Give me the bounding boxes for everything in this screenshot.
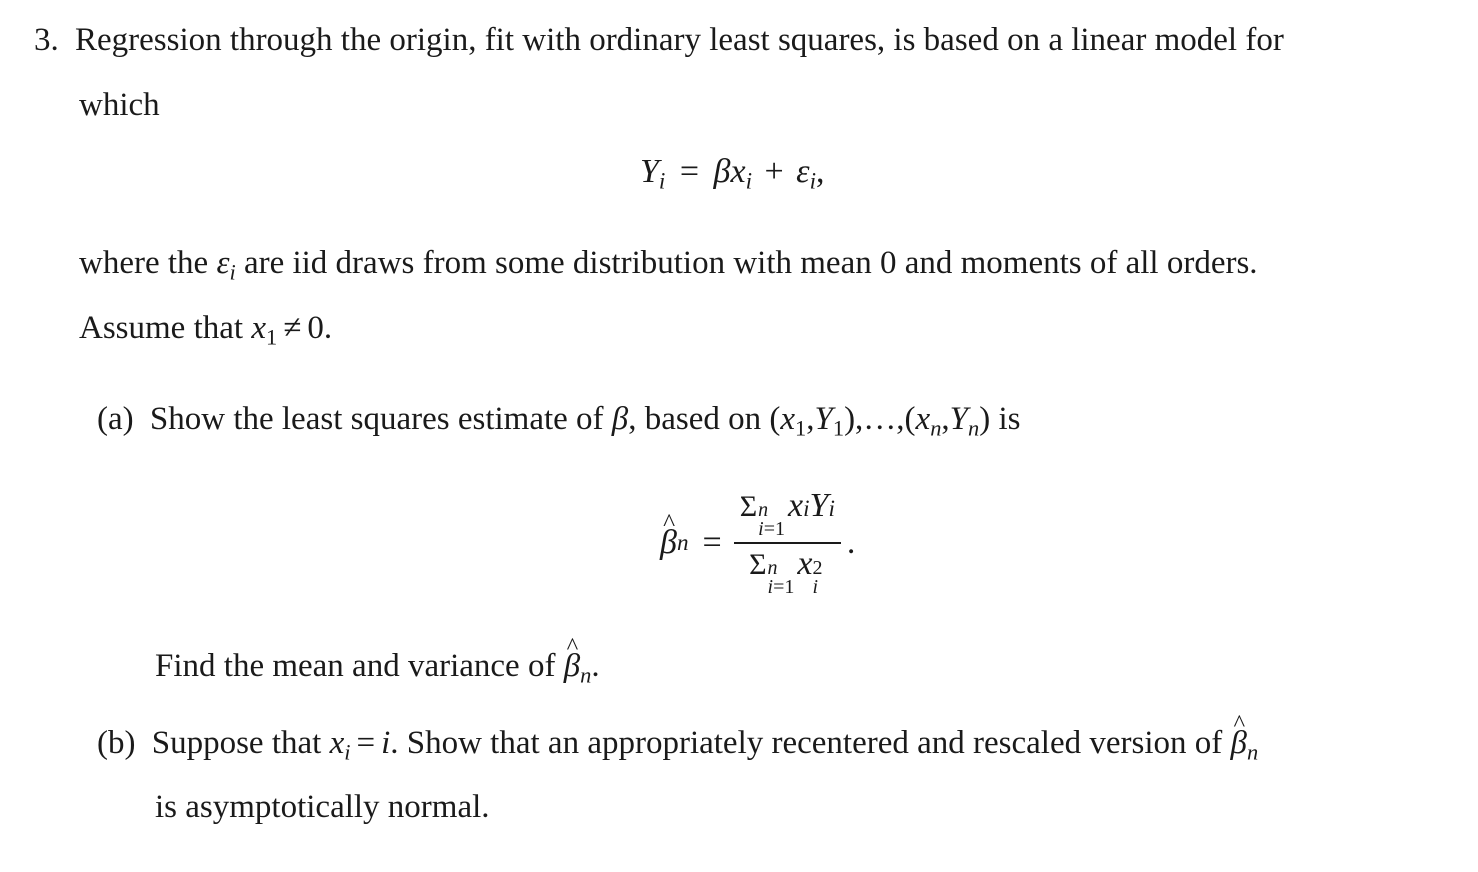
find-line <box>155 648 600 688</box>
part-a-label: (a) <box>97 401 134 437</box>
fraction-denominator: Σ n i=1 x 2 i <box>749 544 823 598</box>
problem-intro-line-2: which <box>79 87 160 123</box>
problem-number: 3. <box>34 22 59 58</box>
part-a-line <box>97 401 1021 441</box>
estimator-equation: ^ β n = Σ n i=1 x i Y i Σ n i=1 x 2 i . <box>660 488 855 598</box>
part-a-text-b: , based on <box>628 401 762 437</box>
part-b-label: (b) <box>97 725 136 761</box>
part-a-text-a: Show the least squares estimate of <box>149 401 604 437</box>
problem-intro-line-1 <box>34 24 1284 57</box>
pairs-math: $(x_1,Y_1),\dots,(x_n,Y_n)$ <box>769 401 991 441</box>
part-b-line-2: is asymptotically normal. <box>155 789 490 825</box>
find-text: Find the mean and variance of <box>155 648 556 684</box>
assume-math: $x_1 \ne 0$. <box>251 310 333 350</box>
assume-line <box>79 310 333 350</box>
part-a-text-c: is <box>998 401 1021 437</box>
problem-intro-text: Regression through the origin, fit with ordinary least squares, is based on a linear model for <box>75 22 1284 58</box>
model-equation: $Y_i = \beta x_i + \varepsilon_i$, <box>640 153 825 195</box>
fraction-bar <box>734 542 841 544</box>
where-line <box>79 245 1258 285</box>
estimator-fraction <box>734 489 841 597</box>
where-text-a: where the <box>79 245 209 281</box>
xi-equals-i: $x_i = i$ <box>329 725 391 765</box>
beta-hat-n-inline: ^ $\beta_n$. <box>564 648 600 684</box>
beta-hat-n: ^ β n <box>660 526 689 560</box>
part-b-text-a: Suppose that <box>151 725 322 761</box>
beta-hat-n-b: ^ $\beta_n$ <box>1231 725 1259 761</box>
part-b-line <box>97 725 1259 765</box>
fraction-numerator: Σ n i=1 x i Y i <box>739 487 835 541</box>
beta-symbol: β <box>611 401 629 437</box>
where-text-b: are iid draws from some distribution with mean 0 and moments of all orders. <box>243 245 1258 281</box>
part-b-text-b: . Show that an appropriately recentered and rescaled version of <box>390 725 1223 761</box>
assume-text: Assume that <box>79 310 244 346</box>
epsilon-symbol: $\varepsilon_i$ <box>216 245 236 285</box>
